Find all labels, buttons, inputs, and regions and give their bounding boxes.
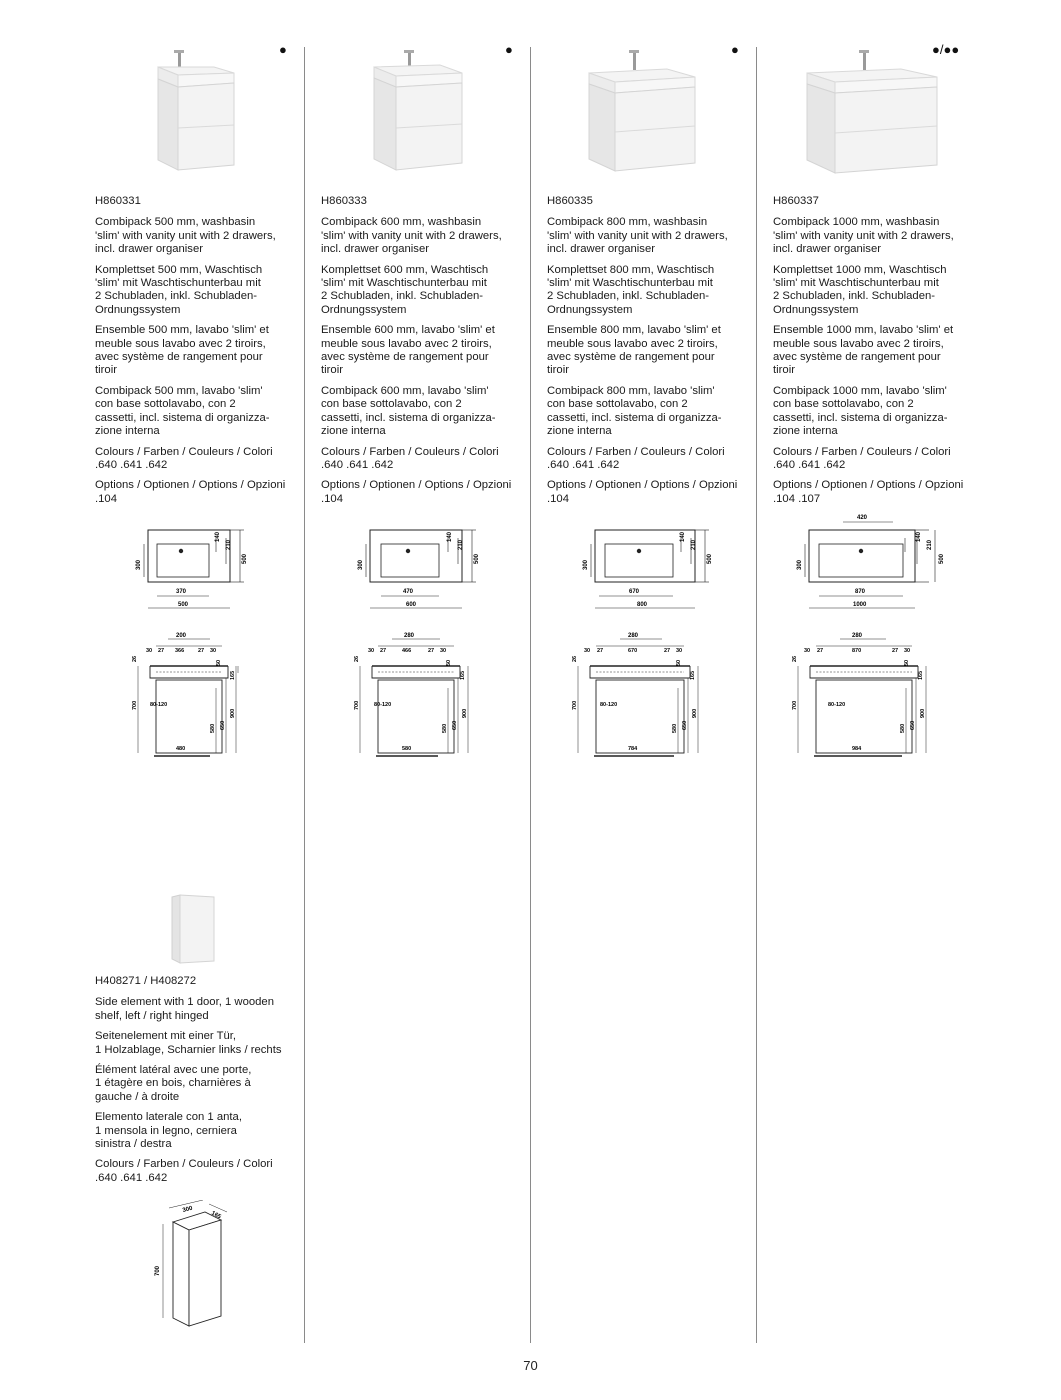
- top-view-drawing: [130, 512, 260, 612]
- dim-label: 80-120: [828, 702, 846, 708]
- dim-label: 30: [904, 648, 911, 654]
- description-it: Combipack 800 mm, lavabo 'slim' con base sottolavabo, con 2 cassetti, incl. sistema di organizza- zione interna: [547, 384, 722, 438]
- dim-label: 500: [474, 553, 480, 564]
- dim-label: 900: [692, 708, 698, 718]
- dim-label: 500: [242, 553, 248, 564]
- dim-label: 650: [910, 720, 916, 730]
- availability-indicator: ●: [279, 42, 287, 57]
- dim-label: 27: [428, 648, 435, 654]
- colours-values: .640 .641 .642: [773, 458, 846, 471]
- options: [95, 479, 293, 506]
- product-image: [803, 45, 943, 175]
- options-values: .104: [547, 492, 569, 505]
- description-en: Combipack 500 mm, washbasin 'slim' with vanity unit with 2 drawers, incl. drawer organiser: [95, 216, 276, 256]
- dim-label: 210: [458, 539, 464, 550]
- product-description: [773, 195, 971, 513]
- front-view-drawing: [130, 628, 260, 763]
- dim-label: 300: [358, 559, 364, 570]
- dim-label: 30: [368, 648, 375, 654]
- dim-label: 650: [682, 720, 688, 730]
- dim-label: 500: [707, 553, 713, 564]
- dim-label: 26: [572, 655, 578, 662]
- dim-label: 470: [403, 589, 414, 595]
- colours-values: .640 .641 .642: [95, 458, 168, 471]
- dim-label: 210: [226, 539, 232, 550]
- availability-indicator: ●: [505, 42, 513, 57]
- dim-label: 30: [440, 648, 447, 654]
- availability-indicator: ●/●●: [932, 42, 960, 57]
- dim-label: 300: [182, 1205, 194, 1214]
- top-view-drawing: [350, 512, 490, 612]
- dim-label: 165: [918, 670, 924, 680]
- product-code: H860333: [321, 195, 367, 207]
- front-view-drawing: [790, 628, 950, 763]
- dim-label: 30: [584, 648, 591, 654]
- top-view-drawing: [575, 512, 725, 612]
- dim-label: 466: [402, 648, 412, 654]
- options-values: .104: [321, 492, 343, 505]
- dim-label: 420: [857, 515, 868, 521]
- description-en: Side element with 1 door, 1 wooden shelf, left / right hinged: [95, 996, 274, 1022]
- dim-label: 670: [628, 648, 638, 654]
- dim-label: 80-120: [150, 702, 168, 708]
- colours: [321, 446, 519, 473]
- dim-label: 700: [572, 700, 578, 710]
- dim-label: 80-120: [600, 702, 618, 708]
- product-description: [547, 195, 745, 513]
- dim-label: 210: [927, 539, 933, 550]
- dim-label: 700: [354, 700, 360, 710]
- dim-label: 26: [132, 655, 138, 662]
- dim-label: 480: [176, 746, 186, 752]
- description-fr: Ensemble 600 mm, lavabo 'slim' et meuble sous lavabo avec 2 tiroirs, avec système de rangement pour tiroir: [321, 324, 495, 377]
- dim-label: 80-120: [374, 702, 392, 708]
- dim-label: 900: [230, 708, 236, 718]
- colours-label: Colours / Farben / Couleurs / Colori: [95, 1158, 273, 1171]
- dim-label: 580: [442, 723, 448, 733]
- options-label: Options / Optionen / Options / Opzioni: [773, 479, 964, 492]
- dim-label: 140: [916, 531, 922, 542]
- top-view-drawing: [795, 510, 955, 612]
- options-label: Options / Optionen / Options / Opzioni: [95, 479, 286, 492]
- dim-label: 165: [690, 670, 696, 680]
- product-code: H860337: [773, 195, 819, 207]
- dim-label: 670: [629, 589, 640, 595]
- colours-label: Colours / Farben / Couleurs / Colori: [547, 445, 725, 458]
- description-en: Combipack 1000 mm, washbasin 'slim' with vanity unit with 2 drawers, incl. drawer organiser: [773, 216, 954, 256]
- colours-label: Colours / Farben / Couleurs / Colori: [773, 445, 951, 458]
- description-de: Komplettset 800 mm, Waschtisch 'slim' mit Waschtischunterbau mit 2 Schubladen, inkl. Schubladen- Ordnungssystem: [547, 263, 715, 316]
- dim-label: 50: [904, 659, 910, 666]
- dim-label: 500: [939, 553, 945, 564]
- options-label: Options / Optionen / Options / Opzioni: [321, 479, 512, 492]
- side-element-description: [95, 975, 293, 1192]
- dim-label: 26: [354, 655, 360, 662]
- dim-label: 300: [583, 559, 589, 570]
- dim-label: 800: [637, 602, 648, 608]
- dim-label: 984: [852, 746, 862, 752]
- options: [547, 479, 745, 506]
- dim-label: 165: [210, 1210, 222, 1221]
- product-code: H860335: [547, 195, 593, 207]
- colours-values: .640 .641 .642: [547, 458, 620, 471]
- dim-label: 27: [198, 648, 205, 654]
- description-en: Combipack 600 mm, washbasin 'slim' with vanity unit with 2 drawers, incl. drawer organiser: [321, 216, 502, 256]
- options: [773, 479, 971, 506]
- description-de: Komplettset 600 mm, Waschtisch 'slim' mit Waschtischunterbau mit 2 Schubladen, inkl. Schubladen- Ordnungssystem: [321, 263, 489, 316]
- description-fr: Élément latéral avec une porte, 1 étagère en bois, charnières à gauche / à droite: [95, 1064, 252, 1103]
- dim-label: 27: [664, 648, 671, 654]
- description-fr: Ensemble 500 mm, lavabo 'slim' et meuble sous lavabo avec 2 tiroirs, avec système de rangement pour tiroir: [95, 324, 269, 377]
- description-it: Combipack 600 mm, lavabo 'slim' con base sottolavabo, con 2 cassetti, incl. sistema di organizza- zione interna: [321, 384, 496, 438]
- dim-label: 26: [792, 655, 798, 662]
- dim-label: 280: [404, 633, 415, 639]
- dim-label: 27: [158, 648, 165, 654]
- colours-values: .640 .641 .642: [95, 1171, 168, 1184]
- dim-label: 165: [460, 670, 466, 680]
- dim-label: 700: [792, 700, 798, 710]
- description-de: Komplettset 1000 mm, Waschtisch 'slim' mit Waschtischunterbau mit 2 Schubladen, inkl. Schubladen- Ordnungssystem: [773, 263, 947, 316]
- column-divider: [756, 47, 757, 1343]
- colours-values: .640 .641 .642: [321, 458, 394, 471]
- dim-label: 30: [146, 648, 153, 654]
- dim-label: 30: [804, 648, 811, 654]
- colours-label: Colours / Farben / Couleurs / Colori: [95, 445, 273, 458]
- options-values: .104 .107: [773, 492, 821, 505]
- dim-label: 140: [215, 531, 221, 542]
- dim-label: 140: [447, 531, 453, 542]
- colours: [95, 1158, 293, 1185]
- description-de: Seitenelement mit einer Tür, 1 Holzablage, Scharnier links / rechts: [95, 1030, 282, 1056]
- dim-label: 1000: [853, 602, 867, 608]
- dim-label: 650: [452, 720, 458, 730]
- description-it: Combipack 500 mm, lavabo 'slim' con base sottolavabo, con 2 cassetti, incl. sistema di organizza- zione interna: [95, 384, 270, 438]
- product-image: [150, 45, 250, 175]
- dim-label: 580: [210, 723, 216, 733]
- colours: [547, 446, 745, 473]
- options-values: .104: [95, 492, 117, 505]
- dim-label: 600: [406, 602, 417, 608]
- dim-label: 700: [132, 700, 138, 710]
- colours-label: Colours / Farben / Couleurs / Colori: [321, 445, 499, 458]
- colours: [95, 446, 293, 473]
- dim-label: 30: [210, 648, 217, 654]
- product-description: [321, 195, 519, 513]
- dim-label: 200: [176, 633, 187, 639]
- dim-label: 700: [155, 1265, 161, 1276]
- dim-label: 784: [628, 746, 638, 752]
- dim-label: 280: [852, 633, 863, 639]
- side-element-drawing: [145, 1200, 235, 1330]
- options: [321, 479, 519, 506]
- options-label: Options / Optionen / Options / Opzioni: [547, 479, 738, 492]
- dim-label: 27: [892, 648, 899, 654]
- page-number: 70: [523, 1358, 538, 1373]
- dim-label: 27: [597, 648, 604, 654]
- description-fr: Ensemble 800 mm, lavabo 'slim' et meuble sous lavabo avec 2 tiroirs, avec système de rangement pour tiroir: [547, 324, 721, 377]
- column-divider: [304, 47, 305, 1343]
- description-it: Elemento laterale con 1 anta, 1 mensola in legno, cerniera sinistra / destra: [95, 1111, 242, 1151]
- side-element-image: [168, 893, 218, 965]
- front-view-drawing: [570, 628, 720, 763]
- product-code: H860331: [95, 195, 141, 207]
- dim-label: 580: [402, 746, 412, 752]
- dim-label: 27: [817, 648, 824, 654]
- dim-label: 370: [176, 589, 187, 595]
- description-fr: Ensemble 1000 mm, lavabo 'slim' et meuble sous lavabo avec 2 tiroirs, avec système de rangement pour tiroir: [773, 324, 954, 377]
- dim-label: 870: [855, 589, 866, 595]
- dim-label: 580: [900, 723, 906, 733]
- dim-label: 50: [216, 659, 222, 666]
- front-view-drawing: [352, 628, 487, 763]
- product-image: [370, 45, 470, 175]
- dim-label: 30: [676, 648, 683, 654]
- product-code: H408271 / H408272: [95, 975, 197, 987]
- dim-label: 280: [628, 633, 639, 639]
- description-it: Combipack 1000 mm, lavabo 'slim' con base sottolavabo, con 2 cassetti, incl. sistema di organizza- zione interna: [773, 384, 948, 438]
- dim-label: 580: [672, 723, 678, 733]
- dim-label: 210: [691, 539, 697, 550]
- dim-label: 900: [920, 708, 926, 718]
- dim-label: 50: [446, 659, 452, 666]
- dim-label: 900: [462, 708, 468, 718]
- description-en: Combipack 800 mm, washbasin 'slim' with vanity unit with 2 drawers, incl. drawer organiser: [547, 216, 728, 256]
- description-de: Komplettset 500 mm, Waschtisch 'slim' mit Waschtischunterbau mit 2 Schubladen, inkl. Schubladen- Ordnungssystem: [95, 263, 263, 316]
- availability-indicator: ●: [731, 42, 739, 57]
- dim-label: 366: [175, 648, 185, 654]
- colours: [773, 446, 971, 473]
- dim-label: 165: [230, 670, 236, 680]
- dim-label: 140: [680, 531, 686, 542]
- dim-label: 300: [136, 559, 142, 570]
- dim-label: 50: [676, 659, 682, 666]
- dim-label: 650: [220, 720, 226, 730]
- product-description: [95, 195, 293, 513]
- dim-label: 300: [797, 559, 803, 570]
- dim-label: 500: [178, 602, 189, 608]
- column-divider: [530, 47, 531, 1343]
- product-image: [585, 45, 700, 175]
- dim-label: 27: [380, 648, 387, 654]
- dim-label: 870: [852, 648, 862, 654]
